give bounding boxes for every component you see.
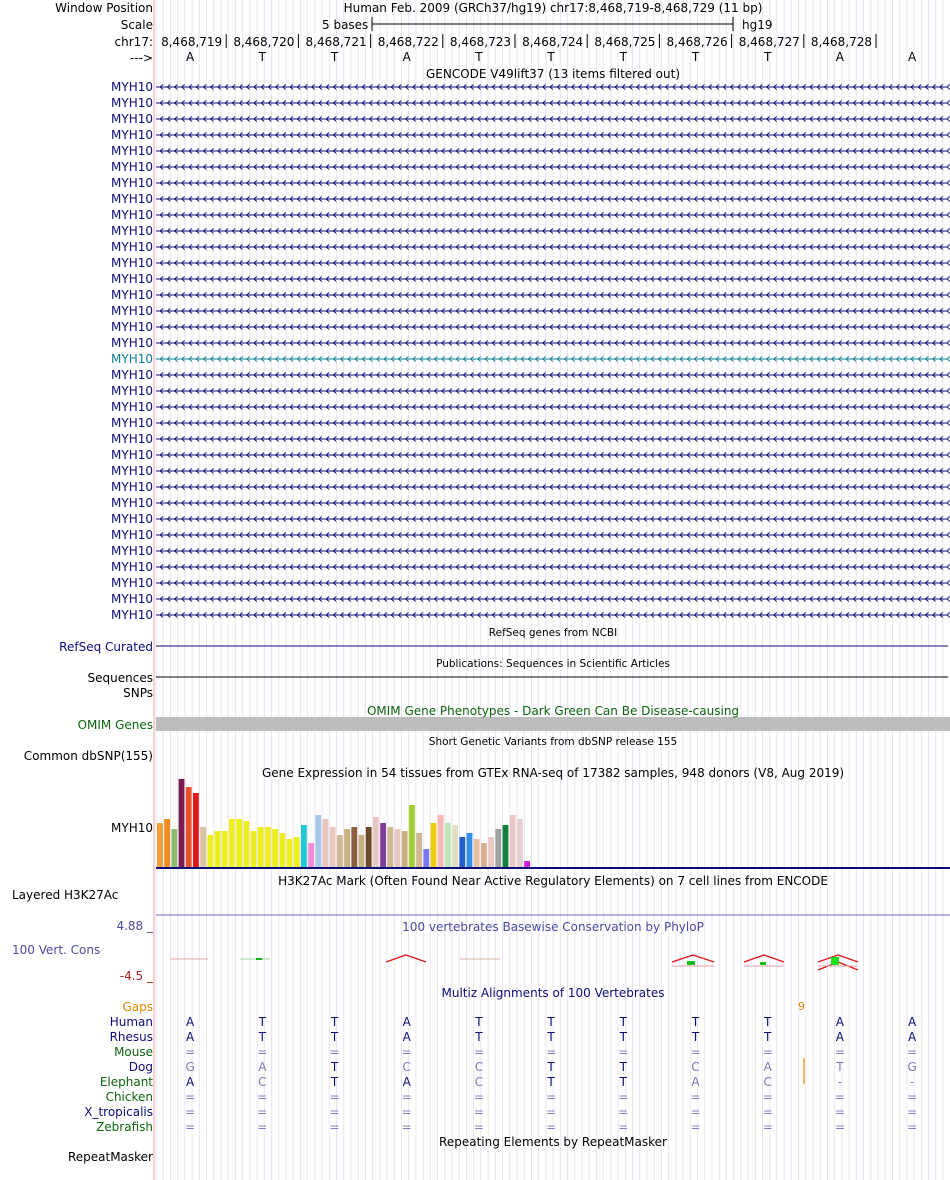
alignment-base: = [473,1120,484,1134]
gencode-transcript-label[interactable]: MYH10 [111,320,153,334]
coordinate-label: 8,468,724 [522,35,584,49]
conservation-peak [672,955,714,962]
gencode-transcript-label[interactable]: MYH10 [111,144,153,158]
gtex-tissue-bar [301,825,307,867]
conservation-track-title[interactable]: 100 vertebrates Basewise Conservation by PhyloP [402,920,704,934]
reference-base: T [258,50,266,64]
gtex-tissue-bar [488,837,494,867]
alignment-base: = [834,1090,845,1104]
alignment-base: = [690,1045,701,1059]
gtex-tissue-bar [193,793,199,867]
alignment-base: = [546,1045,557,1059]
alignment-base: = [329,1120,340,1134]
alignment-base: = [762,1105,773,1119]
alignment-base: = [329,1105,340,1119]
gencode-transcript-label[interactable]: MYH10 [111,80,153,94]
gtex-tissue-bar [344,829,350,867]
coordinate-label: 8,468,727 [738,35,800,49]
gtex-tissue-bar [423,849,429,867]
alignment-base: T [619,1075,627,1089]
alignment-base: = [257,1090,268,1104]
gencode-transcript-label[interactable]: MYH10 [111,288,153,302]
gtex-tissue-bar [517,819,523,867]
gap-count: 9 [798,1000,805,1013]
gtex-tissue-bar [207,835,213,867]
alignment-base: = [473,1090,484,1104]
gtex-tissue-bar [387,827,393,867]
alignment-base: G [185,1060,195,1074]
alignment-base: T [619,1015,627,1029]
multiz-track-title[interactable]: Multiz Alignments of 100 Vertebrates [441,986,665,1000]
coordinate-label: 8,468,723 [449,35,511,49]
gtex-tissue-bar [366,827,372,867]
gencode-track-title[interactable]: GENCODE V49lift37 (13 items filtered out) [425,67,680,81]
alignment-base: = [690,1090,701,1104]
alignment-base: T [547,1015,555,1029]
alignment-base: T [547,1060,555,1074]
alignment-base: A [258,1060,267,1074]
alignment-base: A [185,1015,195,1029]
gtex-tissue-bar [474,839,480,867]
gtex-tissue-bar [402,831,408,867]
alignment-base: T [330,1030,339,1044]
reference-base: T [764,50,772,64]
gencode-transcript-label[interactable]: MYH10 [111,576,153,590]
gtex-tissue-bar [157,823,163,867]
alignment-base: T [691,1015,700,1029]
alignment-base: = [618,1090,629,1104]
alignment-base: = [907,1105,918,1119]
gtex-tissue-bar [243,821,249,867]
alignment-base: A [691,1075,700,1089]
snps-label[interactable]: SNPs [123,686,153,700]
gtex-tissue-bar [171,829,177,867]
alignment-base: = [834,1105,845,1119]
gtex-tissue-bar [409,805,415,867]
gtex-tissue-bar [251,831,257,867]
alignment-base: = [329,1045,340,1059]
strand-arrow-label[interactable]: ---> [129,51,153,65]
alignment-base: T [547,1075,555,1089]
alignment-base: T [764,1030,772,1044]
chromosome-label: chr17: [114,35,153,49]
reference-base: A [835,50,844,64]
alignment-base: T [619,1060,627,1074]
gtex-tissue-bar [481,843,487,867]
coordinate-label: 8,468,728 [810,35,872,49]
gencode-transcript-label[interactable]: MYH10 [111,272,153,286]
coordinate-label: 8,468,722 [377,35,439,49]
alignment-base: T [475,1030,483,1044]
gencode-transcript-label[interactable]: MYH10 [111,464,153,478]
reference-base: T [330,50,339,64]
dbsnp-track-title[interactable]: Short Genetic Variants from dbSNP release 155 [428,736,678,748]
conservation-score-mark [831,957,839,965]
reference-base: T [475,50,483,64]
reference-base: T [619,50,627,64]
alignment-base: = [473,1105,484,1119]
alignment-base: A [907,1030,917,1044]
conservation-score-mark [760,962,766,965]
omim-track-title[interactable]: OMIM Gene Phenotypes - Dark Green Can Be Disease-causing [366,704,740,718]
alignment-base: A [185,1030,195,1044]
gencode-transcript-label[interactable]: MYH10 [111,592,153,606]
alignment-base: T [330,1075,339,1089]
alignment-base: - [909,1075,915,1089]
coordinate-label: 8,468,721 [305,35,367,49]
gtex-tissue-bar [323,819,329,867]
alignment-base: = [546,1105,557,1119]
gtex-tissue-bar [265,827,271,867]
coordinate-label: 8,468,719 [161,35,223,49]
gtex-tissue-bar [330,827,336,867]
coordinate-label: 8,468,726 [666,35,728,49]
alignment-base: T [836,1060,844,1074]
alignment-base: A [835,1015,844,1029]
alignment-base: = [907,1120,918,1134]
alignment-base: = [546,1120,557,1134]
alignment-base: = [546,1090,557,1104]
gencode-transcript-label[interactable]: MYH10 [111,432,153,446]
alignment-base: T [258,1030,266,1044]
gencode-transcript-label[interactable]: MYH10 [111,112,153,126]
species-label[interactable]: Dog [128,1060,153,1074]
gencode-transcript-label[interactable]: MYH10 [111,208,153,222]
gencode-transcript-label[interactable]: MYH10 [111,528,153,542]
alignment-base: C [258,1075,267,1089]
alignment-base: = [185,1105,196,1119]
gencode-transcript-label[interactable]: MYH10 [111,448,153,462]
gtex-tissue-bar [445,823,451,867]
gtex-tissue-bar [229,819,235,867]
gencode-transcript-label[interactable]: MYH10 [111,224,153,238]
h3k27ac-label[interactable]: Layered H3K27Ac [12,888,119,902]
gencode-transcript-label[interactable]: MYH10 [111,496,153,510]
gtex-tissue-bar [380,823,386,867]
alignment-base: A [402,1030,411,1044]
gencode-transcript-label[interactable]: MYH10 [111,416,153,430]
gtex-tissue-bar [438,815,444,867]
alignment-base: = [907,1090,918,1104]
publications-track-title[interactable]: Publications: Sequences in Scientific Articles [436,658,670,670]
alignment-base: = [690,1105,701,1119]
alignment-base: = [907,1045,918,1059]
h3k27ac-track-title[interactable]: H3K27Ac Mark (Often Found Near Active Regulatory Elements) on 7 cell lines from ENCODE [278,874,828,888]
dbsnp-label[interactable]: Common dbSNP(155) [23,749,153,763]
alignment-base: = [834,1045,845,1059]
gencode-transcript-label[interactable]: MYH10 [111,96,153,110]
alignment-base: T [547,1030,555,1044]
alignment-base: T [258,1015,266,1029]
gencode-transcript-label[interactable]: MYH10 [111,368,153,382]
reference-base: A [402,50,411,64]
alignment-base: C [763,1075,772,1089]
refseq-track-title[interactable]: RefSeq genes from NCBI [488,627,618,639]
gtex-tissue-bar [359,835,365,867]
gtex-tissue-bar [452,825,458,867]
alignment-base: C [474,1060,484,1074]
window-position-label: Window Position [55,1,153,15]
alignment-base: T [330,1060,339,1074]
alignment-base: T [475,1015,483,1029]
refseq-label[interactable]: RefSeq Curated [59,640,153,654]
reference-base: T [547,50,555,64]
assembly-label: hg19 [742,18,773,32]
gencode-transcript-label[interactable]: MYH10 [111,336,153,350]
gencode-transcript-label[interactable]: MYH10 [111,160,153,174]
gtex-tissue-bar [351,827,357,867]
alignment-base: C [402,1060,411,1074]
gtex-tissue-bar [164,819,170,867]
gtex-tissue-bar [236,819,242,867]
gencode-transcript-label[interactable]: MYH10 [111,400,153,414]
gtex-tissue-bar [431,823,437,867]
alignment-base: T [330,1015,339,1029]
gencode-transcript-label[interactable]: MYH10 [111,352,153,366]
omim-phenotype-bar [156,717,950,731]
gtex-tissue-bar [315,815,321,867]
position-title: Human Feb. 2009 (GRCh37/hg19) chr17:8,468,719-8,468,729 (11 bp) [343,1,763,15]
alignment-base: = [401,1105,412,1119]
omim-label[interactable]: OMIM Genes [77,718,153,732]
coordinate-label: 8,468,725 [594,35,656,49]
alignment-base: = [185,1045,196,1059]
alignment-base: = [762,1090,773,1104]
gtex-tissue-bar [395,829,401,867]
alignment-base: T [691,1030,700,1044]
gtex-tissue-bar [459,837,465,867]
conservation-peak [386,955,426,962]
species-label[interactable]: Human [109,1015,153,1029]
gtex-tissue-bar [308,843,314,867]
alignment-base: = [762,1120,773,1134]
gencode-transcript-label[interactable]: MYH10 [111,544,153,558]
gtex-tissue-bar [200,827,206,867]
alignment-base: = [834,1120,845,1134]
gtex-tissue-bar [186,787,192,867]
conservation-min: -4.5 _ [119,969,153,983]
gencode-transcript-label[interactable]: MYH10 [111,384,153,398]
alignment-base: A [763,1060,772,1074]
alignment-base: = [762,1045,773,1059]
conservation-max: 4.88 _ [116,919,153,933]
alignment-base: G [907,1060,917,1074]
gencode-transcript-label[interactable]: MYH10 [111,176,153,190]
gtex-gene-label[interactable]: MYH10 [111,821,153,835]
gtex-tissue-bar [279,833,285,867]
alignment-base: A [907,1015,917,1029]
alignment-base: C [474,1075,484,1089]
alignment-base: = [257,1045,268,1059]
gtex-tissue-bar [510,815,516,867]
gencode-transcript-label[interactable]: MYH10 [111,256,153,270]
gtex-tissue-bar [495,829,501,867]
species-label[interactable]: Mouse [114,1045,153,1059]
alignment-base: = [401,1120,412,1134]
alignment-base: A [402,1015,411,1029]
species-label[interactable]: Elephant [99,1075,153,1089]
gtex-tissue-bar [258,827,264,867]
gtex-track-title[interactable]: Gene Expression in 54 tissues from GTEx RNA-seq of 17382 samples, 948 donors (V8, Aug 2019) [261,766,845,780]
alignment-base: T [619,1030,627,1044]
species-label[interactable]: Chicken [105,1090,153,1104]
gencode-transcript-label[interactable]: MYH10 [111,128,153,142]
gtex-tissue-bar [294,837,300,867]
gtex-tissue-bar [503,825,509,867]
scale-text: 5 bases [322,18,369,32]
species-label[interactable]: Rhesus [109,1030,153,1044]
conservation-score-mark [687,961,695,965]
alignment-base: A [402,1075,411,1089]
gtex-tissue-bar [287,839,293,867]
gencode-transcript-label[interactable]: MYH10 [111,240,153,254]
gaps-label: Gaps [122,1000,153,1014]
gtex-tissue-bar [337,835,343,867]
gencode-transcript-label[interactable]: MYH10 [111,560,153,574]
gencode-transcript-label[interactable]: MYH10 [111,512,153,526]
reference-base: A [907,50,917,64]
alignment-base: = [401,1090,412,1104]
gtex-tissue-bar [524,861,530,867]
reference-base: A [185,50,195,64]
conservation-label[interactable]: 100 Vert. Cons [12,943,101,957]
alignment-base: A [835,1030,844,1044]
repeatmasker-label[interactable]: RepeatMasker [67,1150,153,1164]
gtex-tissue-bar [467,833,473,867]
alignment-base: = [401,1045,412,1059]
coordinate-label: 8,468,720 [233,35,295,49]
gtex-tissue-bar [222,831,228,867]
alignment-base: T [764,1015,772,1029]
alignment-base: = [257,1120,268,1134]
alignment-base: = [618,1105,629,1119]
alignment-base: = [185,1090,196,1104]
scale-label: Scale [120,18,153,32]
conservation-score-mark [256,958,262,960]
gencode-transcript-label[interactable]: MYH10 [111,304,153,318]
reference-base: T [691,50,700,64]
gencode-transcript-label[interactable]: MYH10 [111,480,153,494]
alignment-base: = [329,1090,340,1104]
species-label[interactable]: X_tropicalis [84,1105,153,1119]
alignment-base: = [618,1120,629,1134]
alignment-base: = [185,1120,196,1134]
gtex-tissue-bar [215,831,221,867]
repeatmasker-track-title[interactable]: Repeating Elements by RepeatMasker [439,1135,667,1149]
gencode-transcript-label[interactable]: MYH10 [111,608,153,622]
species-label[interactable]: Zebrafish [96,1120,153,1134]
gencode-transcript-label[interactable]: MYH10 [111,192,153,206]
alignment-base: - [837,1075,843,1089]
gtex-tissue-bar [272,829,278,867]
gtex-tissue-bar [416,833,422,867]
gtex-tissue-bar [179,779,185,867]
alignment-base: A [185,1075,195,1089]
alignment-base: = [473,1045,484,1059]
publications-label[interactable]: Sequences [87,671,153,685]
alignment-base: = [257,1105,268,1119]
alignment-base: = [690,1120,701,1134]
alignment-base: = [618,1045,629,1059]
alignment-base: C [691,1060,700,1074]
gtex-tissue-bar [373,817,379,867]
conservation-peak [744,955,784,962]
